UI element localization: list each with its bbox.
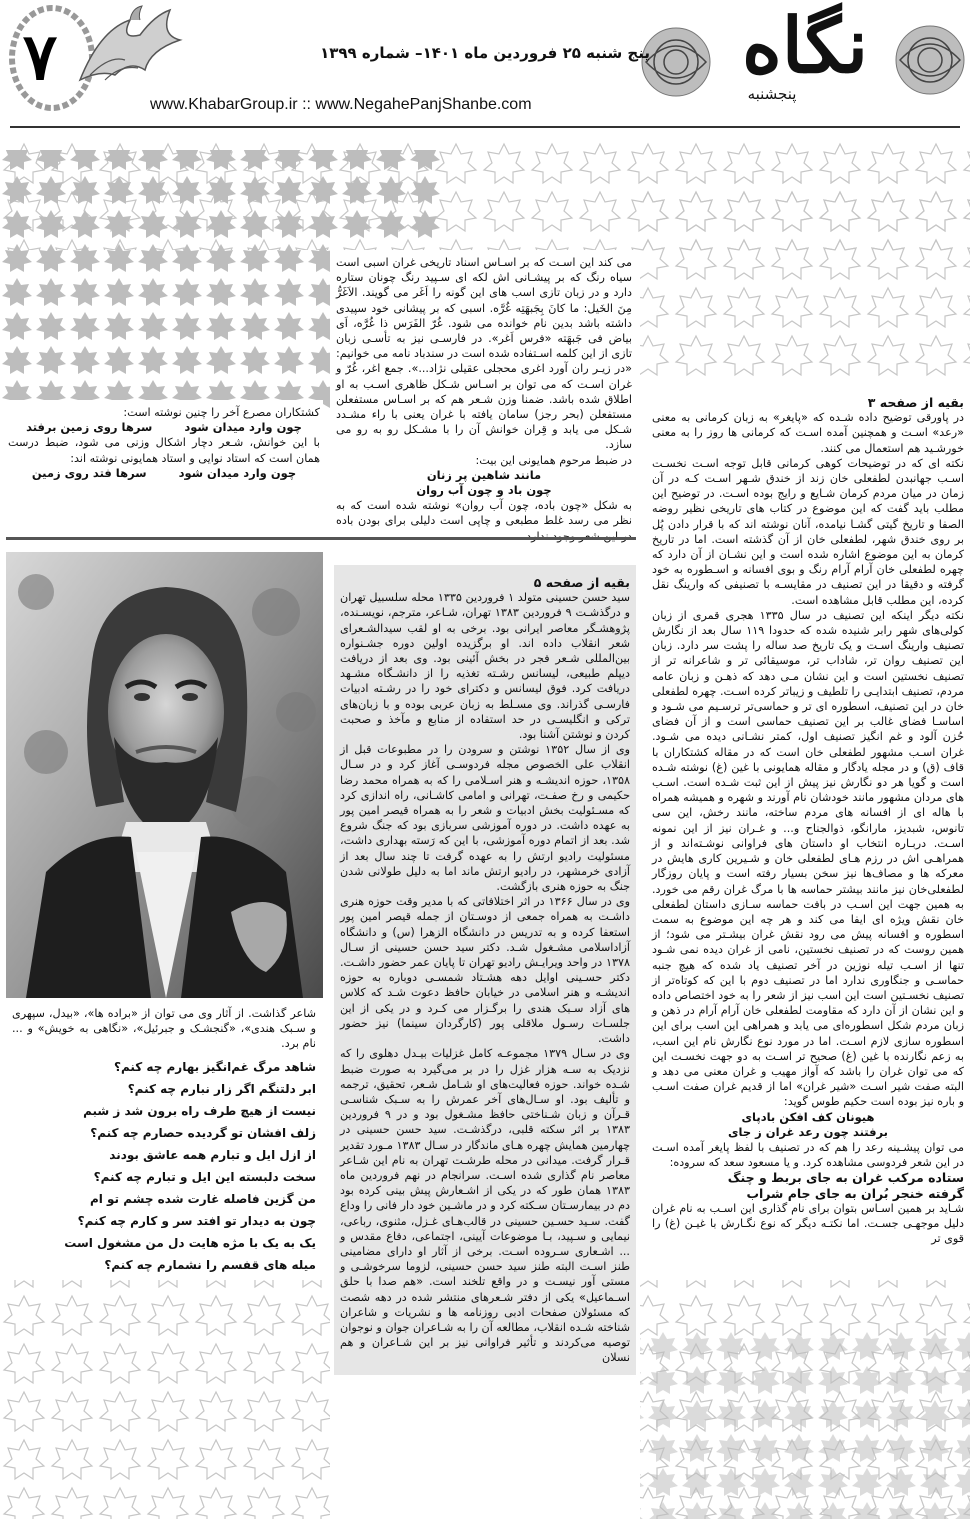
phoenix-emblem-icon	[60, 0, 190, 95]
poem-lines	[12, 1056, 316, 1276]
middle-main-heading: بقیه از صفحه ۵	[533, 575, 630, 590]
poem-line: از ازل ایل و تبارم همه عاشق بودند	[109, 1147, 316, 1162]
poem-line: یک به یک با مژه هایت دل من مشغول است	[64, 1235, 316, 1250]
poem-verse	[336, 468, 632, 498]
poem-verse	[8, 420, 320, 435]
verse-hemistich: برفتند چون رعد غران ز جای	[727, 1124, 889, 1139]
poem-line: سخت دلبسته این ایل و تبارم چه کنم؟	[93, 1169, 316, 1184]
newspaper-logo-subtitle: پنجشنبه	[747, 85, 797, 103]
poem-verse	[8, 466, 320, 481]
page-number: ۷	[22, 20, 58, 95]
article-paragraph: به شکل «چون باده، چون آب روان» نوشته شده است که به نظر می رسد غلط مطبعی و چاپی است دلیلی برای بودن باده	[336, 499, 632, 528]
poet-portrait-photo	[6, 552, 323, 998]
poem-line: ابر دلتنگم اگر زار نبارم چه کنم؟	[127, 1081, 316, 1096]
poem-line: من گزین فاصله غارت شده چشم تو ام	[89, 1191, 316, 1206]
right-column-heading: بقیه از صفحه ۳	[867, 395, 964, 410]
poem-line: نیست از هیچ طرف راه برون شد ز شبم	[83, 1103, 316, 1118]
section-divider	[6, 537, 636, 540]
poem-verse	[652, 1110, 964, 1140]
left-top-article	[8, 405, 320, 515]
article-paragraph: کشتکاران مصرع آخر را چنین نوشته است:	[123, 406, 320, 419]
middle-top-article	[336, 255, 632, 545]
header-rule	[10, 126, 960, 128]
issue-date-line: پنج شنبه ۲۵ فروردین ماه ۱۴۰۱– شماره ۱۳۹۹	[320, 44, 650, 62]
article-paragraph: با این خوانش، شـعر دچار اشکال وزنی می شود، ضبط درست همان است که استاد نوایی و استاد همایونی نوشته اند:	[8, 436, 320, 465]
article-paragraph: شـاید بر همین اسـاس بتوان برای نام گذاری این اسـب به نام غران دلیل موجهـی جسـت. اما نکتـه دیگر که نوع نگـارش با غیـن (غ) را قوی تر	[652, 1201, 964, 1246]
poet-portrait-image	[6, 552, 323, 998]
article-paragraph: سید حسن حسینی متولد ۱ فروردین ۱۳۳۵ محله سلسبیل تهران و درگذشـت ۹ فروردین ۱۳۸۳ تهران، شـاعر، مترجم، نویسـنده، پژوهشـگر معاصر ایرانی بود. برخی به او لقب سیدالشـعرای شعر انقلاب داده اند. او برگزیده اولین دوره جشـنواره بین‌المللی شـعر فجر در بخش آئینی بود. وی بعد از دریافت دیپلم طبیعی، لیسانس رشـته تغذیه را از دانشـگاه مشـهد دریافت کرد. فوق لیسانس و دکترای خود را در رشـته ادبیات فارسـی گذراند. وی مسـلط به زبان عربی بوده و با زبان‌های ترکی و انگلیسـی در حد استفاده از منابع و مآخذ و صحبت کردن و نوشتن آشنا بود.	[340, 591, 630, 742]
left-bottom-article	[12, 1006, 316, 1306]
right-column-article	[652, 395, 964, 1246]
verse-hemistich: چون وارد میدان شود	[178, 465, 297, 480]
newspaper-logo: نگاه	[741, 1, 869, 90]
article-paragraph: در ضبط مرحوم همایونی این بیت:	[475, 453, 632, 467]
website-urls[interactable]: www.KhabarGroup.ir :: www.NegahePanjShanbe.com	[150, 96, 532, 113]
poem-line: چون به دیدار تو افتد سر و کارم چه کنم؟	[77, 1213, 316, 1228]
verse-hemistich: چون باد و چون آب روان	[416, 483, 552, 498]
article-paragraph: نکته ای که در توضیحات کوهی کرمانی قابل توجه اسـت نخسـت اسـب جهانبدن لطفعلی خان زند از خندق شـهر اسـت کـه در آن زمان در میان مردم کرمان شـایع و رایج بوده اسـت. در توضیح این مطلب باید گفت که این موضوع در کتاب های تاریخی نظیر روضه الصفا و تاریخ گیتی گشـا نیامده، آنان نوشته اند که با قرار دادن پُل بر روی خندق شهر، لطفعلی خان از آن گذشته است. اما در تاریخ کرمان به این موضوع اشاره شده است و این نشـان از آن دارد که چهره لطفعلی خان آرام آرام رنگ و بوی افسانه و اسـطوره به خود گرفته و دقیقا در این تصنیف در مقایسـه با تصنیفی که وارینگ نقل کرده، این مطلب قابل مشاهده است.	[652, 456, 964, 607]
article-paragraph: شاعر گذاشت. از آثار وی می توان از «براده ها»، «بیدل، سپهری و سـبک هندی»، «گنجشـک و جبرئیل»، «نگاهی به خویش» و ... نام برد.	[12, 1007, 316, 1051]
poem-line: میله های قفسم را نشمارم چه کنم؟	[104, 1257, 316, 1272]
article-paragraph: در پاورقی توضیح داده شـده که «پایغر» به زبان کرمانی به معنی «رعد» اسـت و همچنین آمده اسـت که کرمانی ها روز را به معنی خورشـید هم استعمال می کنند.	[652, 411, 964, 455]
article-paragraph: وی در سال ۱۳۶۶ در اثر اختلافاتی که با مدیر وقت حوزه هنری داشـت به همراه جمعی از دوسـتان از جمله قیصر امین پور استعفا کرده و به تدریس در دانشگاه الزهرا (س) و دانشگاه آزاداسلامی مشـغول شـد. دکتر سید حسن حسینی از سـال ۱۳۷۸ در واحد ویرایـش رادیو تهران تا پایان عمر حضور داشـت. دکتر حسـینی اوایل دهه هشـتاد شمسـی دوباره به حوزه اندیشـه و هنر اسلامی در خیابان حافظ دعوت شـد که کلاس های آزاد سـبک هندی را برگـزار می کـرد و در یکی از این جلسـات رسـول ملاقلی پور (کارگردان سینما) نیز حضور داشت.	[340, 895, 630, 1046]
verse-hemistich: سرها فتد روی زمین	[31, 465, 147, 480]
article-paragraph: نکته دیگر اینکه این تصنیف در سال ۱۳۳۵ هجری قمری از زبان کولی‌های شهر رابر شنیده شده که حدودا ۱۱۹ سال بعد از نگارش تصنیف وارینگ اسـت و یک تاریخ صد ساله را پشت سر دارد. زبان این تصنیف روان تر، شاداب تر، موسیقائی تر و شاعرانه تر از تصنیف نخستین است و این نشان مـی دهد که ذهـن و زبان عامه مردم، تصنیف ابتدایـی را تلطیف و زیباتر کرده اسـت. چهره لطفعلی خان در این تصنیف، اسطوره ای تر و حماسی‌تر ترسـیم می شـود و اساسـا فضای غالب بر این تصنیف حماسی است و از آن فضای حُزن آلود و غم انگیز تصنیف اول، کمتر نشـانی دیده می شـود. غران اسـب مشهور لطفعلی خان است که در مقاله کشتکاران با قاف (ق) و در مجله یادگار و مقاله همایونی با غین (غ) نوشته شـده است و گویا هر دو نگارش نیز پیش از این ثبت شـده است. اسـب های مردان مشهور مانند خودشان نام آورند و شهره و همیشه همراه با هاله ای از افسانه های مردم ساخته، مانند رخش، این سی تانوس، شبدیز، مارانگو، ذوالجناح و... و غـران نیز از این نمونه اسـت. دربـاره انتخاب او داستان های فراوانی نوشـته‌اند و از همراهـی اش در رزم هـای لطفعلی خان و شـیرین کاری هایش در معرکه ها و مصاف‌ها نیز سخن بسیار رفته است و پایان روزگار لطفعلی‌خان نیز مانند بیشتر حماسه ها با مرگ غران رقم می خورد. به همین جهت این اسـب در بافت حماسه سـازی داستان لطفعلی خان نقش ویژه ای ایفا می کند و هر چه این موضوع به سمت اسطوره و افسانه پیش می رود نقش غران بیشـتر می شود؛ از همین روست که در تصنیف نخستین، نامی از غران دیده نمی شـود تنها از اسـب تیله نوزین در آخر تصنیف یاد شده که هیچ جنبه حماسـی و جنگاوری ندارد اما در تصنیف دوم با این که کوتاه‌تر از تصنیف نخسـتین است این اسب نیز از شعر را به خود اختصاص داده و این نشان از آن دارد که مقاومت لطفعلی خان آرام آرام در ذهن و زبان مردم شکل اسطوره‌ای می یابد و همراهی این اسب برای این اسطوره سازی لازم اسـت. اما در مورد نوع نگارش نام این اسب، به زعم نگارنده با غین (غ) صحیح تر اسـت به دو جهت نخسـت این که می توان غران را باشد که آواز مهیب و غران معنی می دهد و البته صفت شیر اسـت «شیر غران» اما از قدیم غران صفت اسـب و باره نیز بوده است حکیم طوس گوید:	[652, 608, 964, 1109]
article-paragraph: می کند این اسـت که بر اسـاس اسناد تاریخی غران اسبی است سیاه رنگ که بر پیشـانی اش لکه ای سـپید رنگ چونان ستاره دارد و در زبان تازی اسب های این گونه را اَغَر می گویند. الاَغَرُّ مِنَ الخَیل: ما کانَ بِجَبهَتِه غُرَّه. اسبی که بر پیشانی خود سپیدی داشته باشد بدین نام خوانده می شود. غُرّ الفَرَس ذا غُرَّه، اَی بیاض فی جَبهَته «فرس اَغر». در فارسـی نیز به تأسـی زبان تازی از این کلمه اسـتفاده شده است در سندباد نامه می خوانیم: «در زیـر ران آورد اغری محجلی عقیلی نژاد...». جمع اغر، غُرّ و غران اسـت که می توان بر اسـاس شـکل ظاهری اسـب به او اطلاق شده باشد. ضمنا وزن شـعر هم که بر اسـاس مستفعلن مستفعلن (بحر رجز) سامان یافته با غران یعنی با راء مشـدد شـکل می یابد و قِران خوانش آن را با مشـکل رو به رو می سازد.	[335, 256, 632, 452]
middle-main-article	[340, 575, 630, 1370]
article-paragraph: وی در سـال ۱۳۷۹ مجموعـه کامل غزلیات بیـدل دهلوی را که نزدیک به سـه هزار غزل را در بر می‌گیرد به صورت ضبط شـده خواند. حوزه فعالیت‌های او شـامل شـعر، تحقیق، ترجمه و تألیف بود. او سـال‌های آخر عمرش را به سـبک شناسـی قـرآن و زبان شـناختی حافظ مشـغول بود و در ۹ فروردین ۱۳۸۳ بر اثر سکته قلبی، درگذشـت. سید حسن حسینی در چهارمین همایش چهره هـای ماندگار در سـال ۱۳۸۳ مـورد تقدیر قـرار گرفت. میدانی در محله طرشـت تهران به نام این شـاعر معاصر نام گذاری شده اسـت. سرانجام در نهم فروردین ماه ۱۳۸۳ همان طور که در یکی از اشـعارش پیش بینی کرده بود دم در بیمارسـتان سـکته کرد و در ماشـین خود دار فانی را وداع گفت. سـید حسـین حسینی در قالب‌هـای غـزل، مثنوی، رباعی، نیمایی و سـپید، بـا موضوعات آیینی، اجتماعی، دفاع مقدس و ... اشـعاری سـروده اسـت. برخی از آثار او دارای مضامینی طنز اسـت البته طنز سید حسن حسینی، لزوما سرخوشـی و مستی آور نیسـت و در واقع تلخند است. «هم صدا با حلق اسـماعیل» یکی از دفتر شـعرهای منتشر شده در دهه شصت که مسئولان صفحات ادبی روزنامه ها و نشریات و شاعران شناخته شـده انقلاب، مطالعه آن را به شـاعران جوان و نوجوان توصیه می‌کردند و تأثیر فراوانی نیز بر این شـاعران و هم نسلان	[340, 1047, 630, 1365]
article-paragraph: می توان پیشـینه رعد را هم که در تصنیف با لفظ پایغر آمده اسـت در این شعر فردوسی مشاهده کرد. و یا مسعود سعد که سروده:	[652, 1140, 964, 1170]
verse-line: گرفته خنجر بُران به جای جام شراب	[746, 1185, 964, 1201]
verse-hemistich: مانند شاهین پر زنان	[426, 467, 542, 482]
poem-line: زلف افشان تو گردیده حصارم چه کنم؟	[90, 1125, 316, 1140]
verse-hemistich: چون وارد میدان شود	[184, 420, 302, 435]
article-paragraph: وی از سال ۱۳۵۲ نوشتن و سرودن را در مطبوعات قبل از انقلاب علی الخصوص مجله فردوسـی آغاز کرد و در سـال ۱۳۵۸، حوزه اندیشـه و هنر اسـلامی را که به همراه محمد رضا حکیمی و رخ صفـت، تهرانی و امامی کاشـانی، راه اندازی کرد که مسـئولیت بخش ادبیات و شعر را به همراه قیصر امین پور به عهده داشت. در دوره آموزشی سربازی بود که جنگ شروع شد. بعد از اتمام دوره آموزشی، با این که رَسته بهداری داشت، مسئولیت رادیو ارتش را به عهده گرفت تا چند سال بعد از آزادی خرمشهر، در رادیو ارتش ماند اما به دلیل طولانی شدن جنگ به حوزه هنری بازگشت.	[340, 743, 631, 894]
verse-hemistich: هیونان کف افکن بادپای	[741, 1109, 875, 1124]
page-header	[0, 0, 970, 132]
poem-line: شاهد مرگ غم‌انگیز بهارم چه کنم؟	[113, 1059, 316, 1074]
verse-heading: ستاده مرکب غران به جای بربط و چنگ	[727, 1170, 964, 1186]
verse-hemistich: سرها روی زمین برفتد	[26, 420, 153, 435]
